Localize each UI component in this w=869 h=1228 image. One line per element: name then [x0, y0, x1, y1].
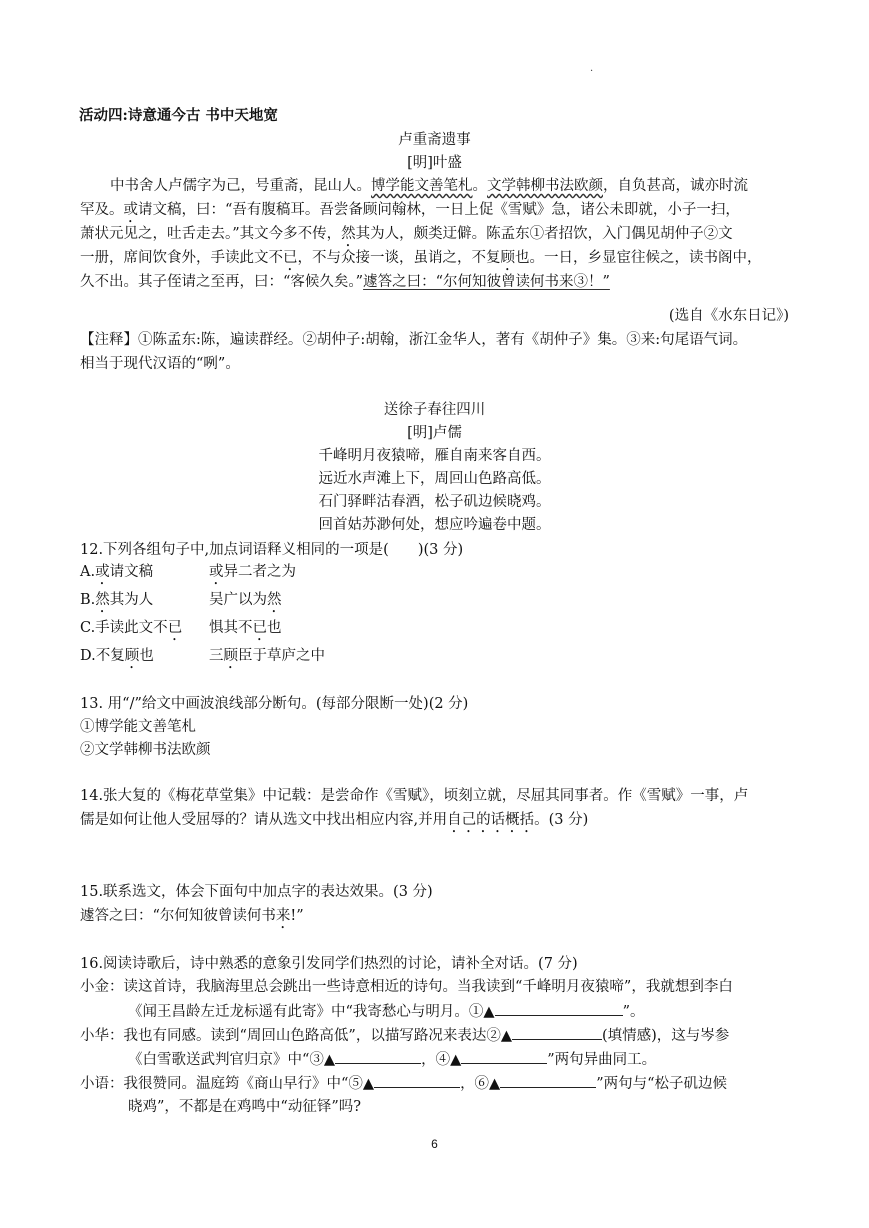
poem-line: 千峰明月夜猿啼，雁自南来客自西。	[318, 448, 551, 464]
option-text: 吴广以为	[209, 592, 267, 608]
passage-line-4	[80, 248, 762, 274]
dotted-word: 顾	[223, 648, 238, 664]
passage-line-2	[80, 200, 740, 226]
q16-text: 《白雪歌送武判官归京》中“③▲	[128, 1052, 336, 1068]
dotted-word: 来	[275, 908, 291, 924]
q16-line-3	[80, 1025, 729, 1046]
option-text: C.手读此文不	[80, 620, 168, 636]
q16-text: ，④▲	[421, 1052, 462, 1068]
dotted-word: 或	[95, 564, 110, 580]
poem-line: 远近水声滩上下，周回山色路高低。	[318, 471, 551, 487]
poem-line: 石门驿畔沽春酒，松子矶边候晓鸡。	[318, 494, 551, 510]
q16-stem: 16.阅读诗歌后，诗中熟悉的意象引发同学们热烈的讨论，请补全对话。(7 分)	[80, 956, 578, 972]
passage-title: 卢重斋遗事	[398, 132, 471, 148]
answer-blank-4[interactable]	[461, 1049, 547, 1064]
q16-text: ”。	[622, 1004, 645, 1020]
period-mark: 。	[472, 178, 487, 194]
q13-item: ①博学能文善笔札	[80, 719, 196, 735]
dotted-word: 或	[209, 564, 224, 580]
dotted-word: 概括	[505, 812, 535, 828]
q12-option-b-compare	[209, 590, 282, 616]
q16-text: ”两句异曲同工。	[547, 1052, 657, 1068]
passage-text: 请文稿，曰：“吾有腹稿耳。吾尝备顾问翰林，一日上促《雪赋》急，诸公未即就，小子一扫，	[138, 202, 740, 218]
passage-text: 一册，席间饮食外，手读此文不	[80, 250, 283, 266]
q12-option-c-compare	[209, 618, 282, 644]
dotted-word: 然	[267, 592, 282, 608]
option-text: D.不复	[80, 648, 125, 664]
q14-text: 儒是如何让他人受屈辱的？请从选文中找出相应内容,并用	[80, 812, 448, 828]
poem-author: [明]卢儒	[407, 425, 462, 441]
q16-line-2	[128, 1001, 644, 1022]
q14-text: 。(3 分)	[534, 812, 589, 828]
wavy-segment-2: 文学韩柳书法欧颜	[487, 178, 603, 194]
q16-line-4	[128, 1049, 656, 1070]
passage-author: [明]叶盛	[407, 155, 462, 171]
option-text: 臣于草庐之中	[238, 648, 325, 664]
answer-blank-6[interactable]	[500, 1073, 596, 1088]
q16-text: (填情感)，这与岑参	[601, 1028, 730, 1044]
answer-blank-1[interactable]	[495, 1001, 623, 1016]
dotted-word: 自己的话	[447, 812, 506, 828]
q16-text: ，⑥▲	[460, 1076, 501, 1092]
answer-blank-5[interactable]	[374, 1073, 460, 1088]
q15-stem: 15.联系选文，体会下面句中加点字的表达效果。(3 分)	[80, 884, 433, 900]
q16-line-5	[80, 1073, 727, 1094]
q14-line-1: 14.张大复的《梅花草堂集》中记载：是尝命作《雪赋》，顷刻立就，尽屈其同事者。作《雪赋》一事，卢	[80, 788, 749, 804]
dotted-word: 顾	[500, 250, 515, 266]
q13-stem: 13. 用“/”给文中画波浪线部分断句。(每部分限断一处)(2 分)	[80, 696, 469, 712]
q14-line-2	[80, 810, 588, 836]
passage-line-5	[80, 272, 610, 292]
dotted-word: 已	[167, 620, 183, 636]
answer-blank-3[interactable]	[335, 1049, 421, 1064]
option-text: 惧其不	[209, 620, 253, 636]
poem-line: 回首姑苏渺何处，想应吟遍卷中题。	[318, 517, 551, 533]
q12-option-b	[80, 590, 153, 616]
option-text: 也	[267, 620, 282, 636]
notes-line-1: 【注释】①陈孟东:陈，遍读群经。②胡仲子:胡翰，浙江金华人，著有《胡仲子》集。③来:句尾语气词。	[80, 332, 748, 348]
option-text: 也	[139, 648, 154, 664]
q15-quote	[80, 906, 304, 932]
option-text: B.	[80, 592, 96, 608]
option-text: 三	[209, 648, 224, 664]
dotted-word: 顾	[124, 648, 140, 664]
q16-line-1: 小金：读这首诗，我脑海里总会跳出一些诗意相近的诗句。当我读到“千峰明月夜猿啼”，我就想到李白	[80, 979, 733, 995]
notes-line-2: 相当于现代汉语的“咧”。	[80, 356, 240, 372]
passage-text: ，自负甚高，诚亦时流	[603, 178, 748, 194]
answer-blank-2[interactable]	[512, 1025, 602, 1040]
header-dot: ·	[590, 66, 594, 77]
dotted-word: 已	[283, 250, 298, 266]
q16-line-6: 晓鸡”，不都是在鸡鸣中“动征铎”吗?	[128, 1099, 362, 1115]
q15-text: !”	[290, 908, 304, 924]
q16-text: 《闻王昌龄左迁龙标遥有此寄》中“我寄愁心与明月。①▲	[128, 1004, 495, 1020]
q16-text: ”两句与“松子矶边候	[596, 1076, 728, 1092]
dotted-word: 然	[95, 592, 110, 608]
q12-option-a-compare	[209, 562, 296, 588]
passage-text: 萧状元见之，吐舌走去。”其文今多不传，	[80, 226, 342, 242]
dotted-word: 然	[341, 226, 356, 242]
passage-text: 罕及。	[80, 202, 124, 218]
activity-title: 活动四:诗意通今古 书中天地宽	[79, 107, 278, 124]
page-number: 6	[431, 1137, 438, 1151]
q16-text: 小华：我也有同感。读到“周回山色路高低”，以描写路况来表达②▲	[80, 1028, 512, 1044]
passage-text: ，不与众接一谈，虽诮之，不复	[297, 250, 501, 266]
q12-stem: 12.下列各组句子中,加点词语释义相同的一项是( )(3 分)	[80, 542, 464, 558]
q16-text: 小语：我很赞同。温庭筠《商山早行》中“⑤▲	[80, 1076, 375, 1092]
option-text: 其为人	[109, 592, 154, 608]
passage-text: 其为人，颇类迂僻。陈孟东①者招饮，入门偶见胡仲子②文	[355, 226, 733, 242]
option-text: A.	[80, 564, 96, 580]
q15-text: 遽答之曰：“尔何知彼曾读何书	[80, 908, 276, 924]
dotted-word: 或	[123, 202, 138, 218]
q12-option-c	[80, 618, 182, 644]
poem-title: 送徐子春往四川	[383, 402, 486, 418]
q12-option-a	[80, 562, 153, 588]
passage-line-1	[110, 176, 748, 196]
wavy-segment-1: 博学能文善笔札	[371, 178, 473, 194]
passage-text: 久不出。其子侄请之至再，曰：“客候久矣。”	[80, 274, 364, 290]
q12-option-d-compare	[209, 646, 325, 672]
q12-option-d	[80, 646, 154, 672]
option-text: 异二者之为	[223, 564, 296, 580]
q13-item: ②文学韩柳书法欧颜	[80, 742, 211, 758]
passage-text: 中书舍人卢儒字为己，号重斋，昆山人。	[110, 178, 371, 194]
option-text: 请文稿	[109, 564, 154, 580]
passage-source: (选自《水东日记》)	[668, 308, 789, 324]
passage-line-3	[80, 224, 733, 250]
passage-text: 也。一日，乡显宦往候之，读书阁中，	[515, 250, 762, 266]
dotted-word: 已	[252, 620, 267, 636]
underlined-sentence: 遽答之曰：“尔何知彼曾读何书来③！”	[363, 274, 610, 290]
